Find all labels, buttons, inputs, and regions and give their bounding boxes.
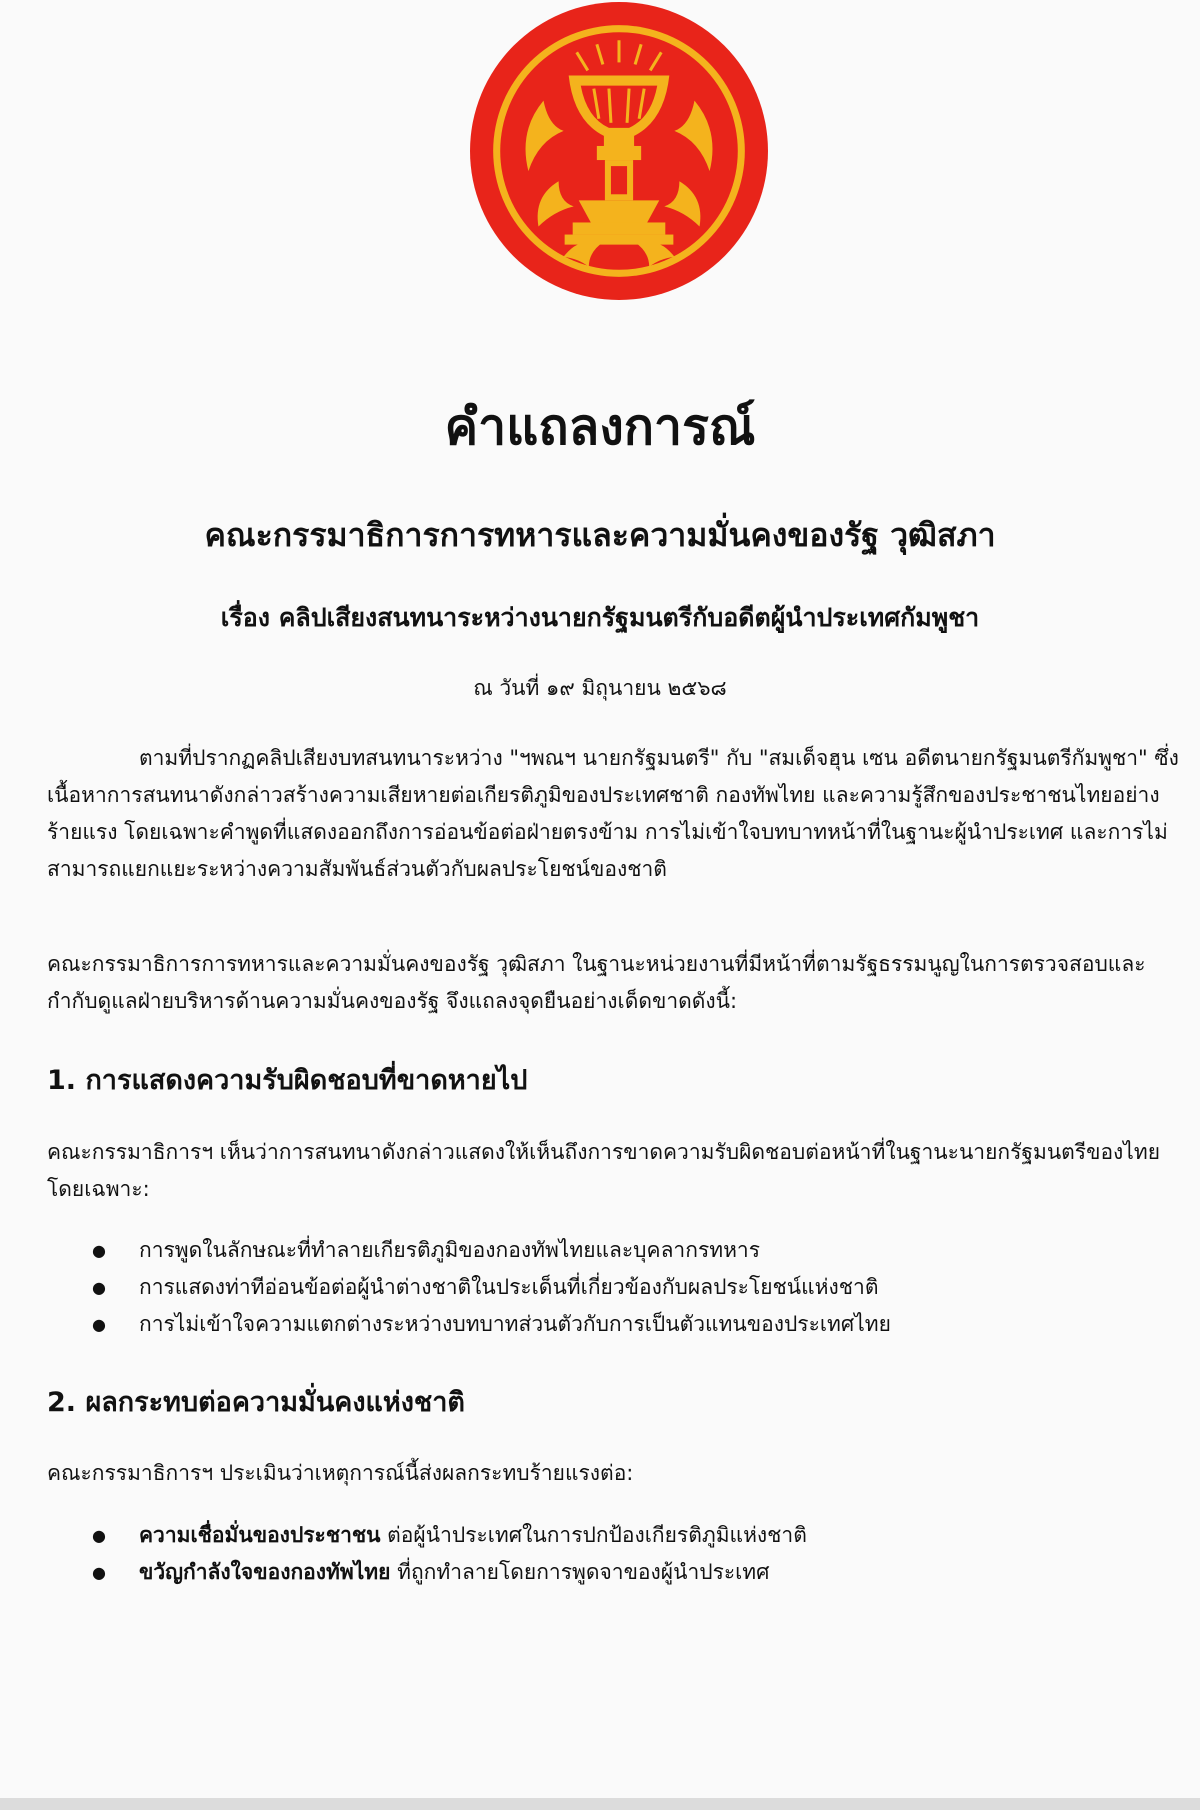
bullet-emphasis: ขวัญกำลังใจของกองทัพไทย xyxy=(139,1560,391,1584)
section-2-paragraph: คณะกรรมาธิการฯ ประเมินว่าเหตุการณ์นี้ส่งผลกระทบร้ายแรงต่อ: xyxy=(47,1461,634,1485)
intro-paragraph: ตามที่ปรากฏคลิปเสียงบทสนทนาระหว่าง "ฯพณฯ นายกรัฐมนตรี" กับ "สมเด็จฮุน เซน อดีตนายกรัฐมนตรีกัมพูชา" ซึ่งเนื้อหาการสนทนาดังกล่าวสร้างความเสียหายต่อเกียรติภูมิของประเทศชาติ กองทัพไทย และความรู้สึกของประชาชนไทยอย่างร้ายแรง โดยเฉพาะคำพูดที่แสดงออกถึงการอ่อนข้อต่อฝ่ายตรงข้าม การไม่เข้าใจบทบาทหน้าที่ในฐานะผู้นำประเทศ และการไม่สามารถแยกแยะระหว่างความสัมพันธ์ส่วนตัวกับผลประโยชน์ของชาติ xyxy=(47,746,1179,881)
list-item: ● การไม่เข้าใจความแตกต่างระหว่างบทบาทส่วนตัวกับการเป็นตัวแทนของประเทศไทย xyxy=(92,1306,1152,1343)
statement-date: ณ วันที่ ๑๙ มิถุนายน ๒๕๖๘ xyxy=(473,676,727,700)
bullet-text: ที่ถูกทำลายโดยการพูดจาของผู้นำประเทศ xyxy=(390,1560,770,1584)
bullet-text: ต่อผู้นำประเทศในการปกป้องเกียรติภูมิแห่งชาติ xyxy=(380,1523,807,1547)
section-2-bullet-list xyxy=(92,1517,1152,1591)
parliament-seal-emblem xyxy=(468,0,770,302)
section-2-heading: 2. ผลกระทบต่อความมั่นคงแห่งชาติ xyxy=(47,1387,465,1418)
list-item: ● การพูดในลักษณะที่ทำลายเกียรติภูมิของกองทัพไทยและบุคลากรทหาร xyxy=(92,1232,1152,1269)
section-1-paragraph: คณะกรรมาธิการฯ เห็นว่าการสนทนาดังกล่าวแสดงให้เห็นถึงการขาดความรับผิดชอบต่อหน้าที่ในฐานะนายกรัฐมนตรีของไทย โดยเฉพาะ: xyxy=(47,1140,1161,1201)
position-paragraph: คณะกรรมาธิการการทหารและความมั่นคงของรัฐ วุฒิสภา ในฐานะหน่วยงานที่มีหน้าที่ตามรัฐธรรมนูญในการตรวจสอบและกำกับดูแลฝ่ายบริหารด้านความมั่นคงของรัฐ จึงแถลงจุดยืนอย่างเด็ดขาดดังนี้: xyxy=(47,952,1146,1013)
subject-line: เรื่อง คลิปเสียงสนทนาระหว่างนายกรัฐมนตรีกับอดีตผู้นำประเทศกัมพูชา xyxy=(220,603,980,632)
page-title: คำแถลงการณ์ xyxy=(444,398,756,456)
section-1-heading: 1. การแสดงความรับผิดชอบที่ขาดหายไป xyxy=(47,1065,528,1096)
section-1-bullet-list xyxy=(92,1232,1152,1343)
bullet-emphasis: ความเชื่อมั่นของประชาชน xyxy=(139,1523,381,1547)
committee-name: คณะกรรมาธิการการทหารและความมั่นคงของรัฐ วุฒิสภา xyxy=(204,516,996,554)
list-item: ● การแสดงท่าทีอ่อนข้อต่อผู้นำต่างชาติในประเด็นที่เกี่ยวข้องกับผลประโยชน์แห่งชาติ xyxy=(92,1269,1152,1306)
list-item xyxy=(92,1517,1152,1554)
list-item xyxy=(92,1554,1152,1591)
bottom-divider xyxy=(0,1798,1200,1810)
